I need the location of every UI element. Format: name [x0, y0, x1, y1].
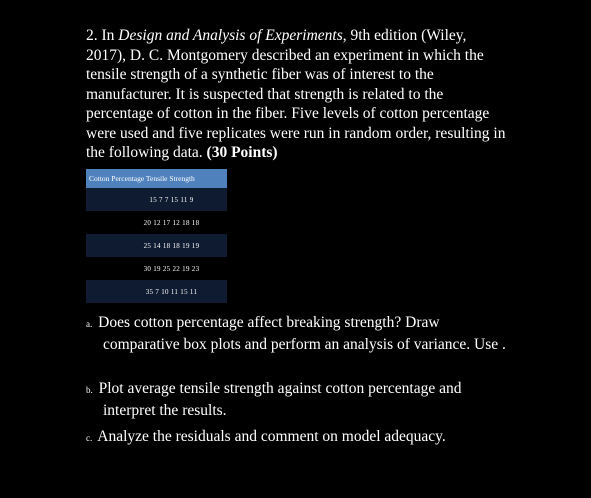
- table-row-values: 15 7 7 15 11 9: [149, 195, 194, 204]
- table-row: [86, 211, 227, 234]
- question-c: [86, 427, 516, 449]
- table-row-values: 35 7 10 11 15 11: [145, 287, 198, 296]
- question-text: Analyze the residuals and comment on model adequacy.: [97, 428, 446, 445]
- table-cell: [86, 211, 227, 234]
- table-row-values: 20 12 17 12 18 18: [143, 218, 200, 227]
- problem-number: 2.: [86, 27, 98, 44]
- problem-body: , 9th edition (Wiley, 2017), D. C. Montgomery described an experiment in which the tensile strength of a synthetic fiber was of interest to the manufacturer. It is suspected that strength is related to the percentage of cotton in the fiber. Five levels of cotton percentage were used and five replicates were run in random order, resulting in the following data.: [86, 27, 506, 161]
- table-header-row: [86, 169, 227, 188]
- question-text-continued: comparative box plots and perform an analysis of variance. Use .: [103, 335, 506, 353]
- question-text: Does cotton percentage affect breaking strength? Draw: [98, 314, 440, 331]
- table-cell: [86, 234, 227, 257]
- table-cell: [86, 188, 227, 211]
- table-row: [86, 280, 227, 303]
- table-cell: [86, 257, 227, 280]
- question-marker: a.: [86, 319, 93, 329]
- book-title: Design and Analysis of Experiments: [118, 27, 343, 44]
- data-table: [86, 169, 227, 303]
- question-marker: c.: [86, 433, 93, 443]
- question-text-continued: interpret the results.: [103, 401, 227, 419]
- table-row: [86, 234, 227, 257]
- table-cell: [86, 280, 227, 303]
- problem-statement: [86, 26, 506, 163]
- table-row-values: 25 14 18 18 19 19: [143, 241, 200, 250]
- table-row: [86, 257, 227, 280]
- table-header: Cotton Percentage Tensile Strength: [86, 169, 227, 188]
- table-row: [86, 188, 227, 211]
- question-text: Plot average tensile strength against cotton percentage and: [98, 380, 462, 397]
- points-label: (30 Points): [206, 144, 278, 161]
- question-b: [86, 379, 516, 420]
- question-a: [86, 313, 516, 354]
- table-row-values: 30 19 25 22 19 23: [143, 264, 200, 273]
- problem-intro: In: [101, 27, 115, 44]
- question-marker: b.: [86, 385, 93, 395]
